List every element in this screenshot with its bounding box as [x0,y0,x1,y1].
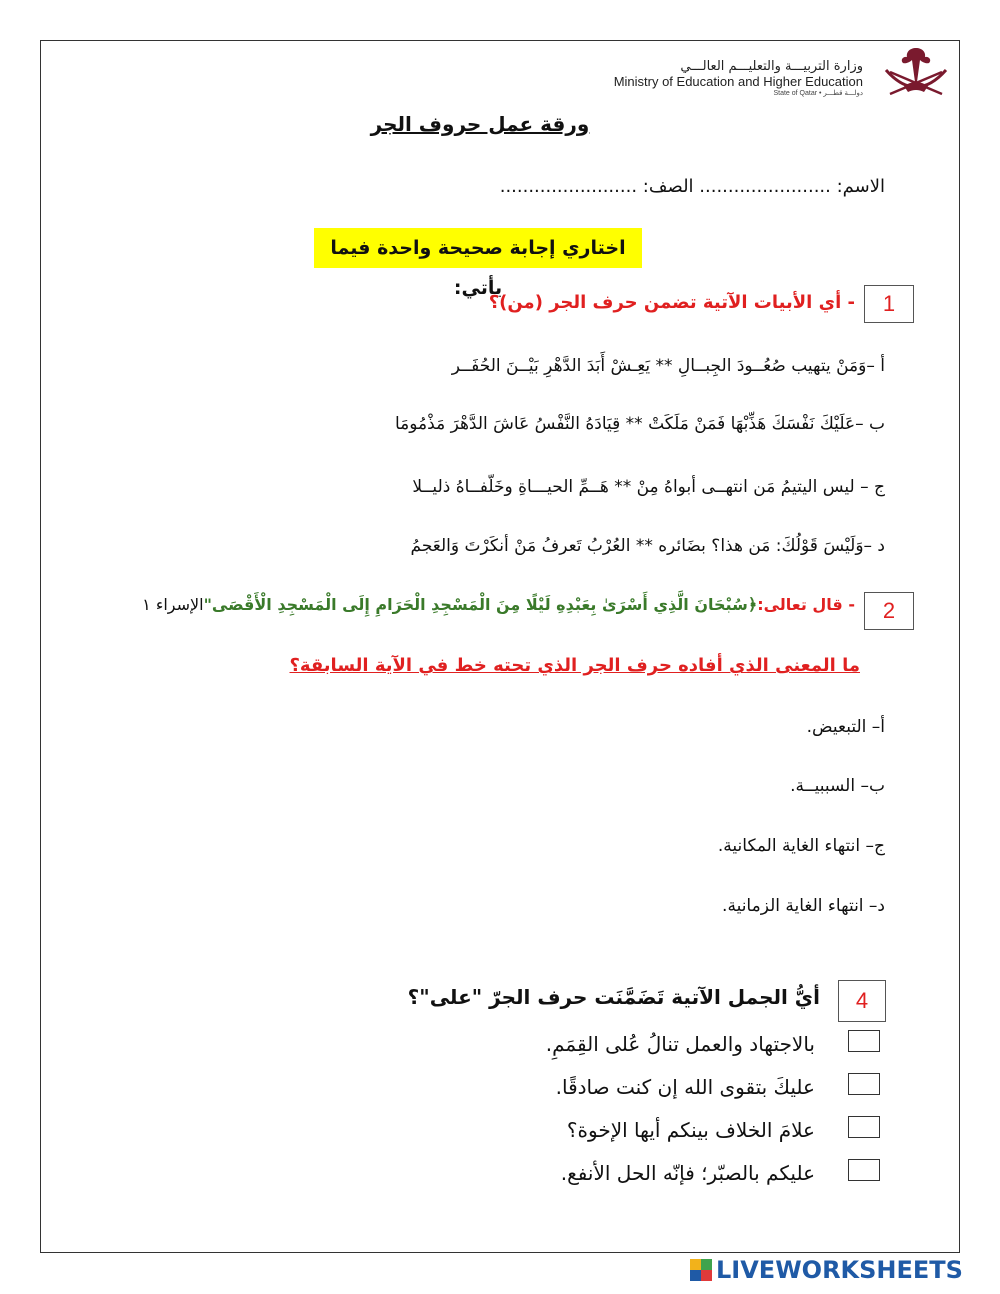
question-4-text: أيُّ الجمل الآتية تَضَمَّنَت حرف الجرّ "على"؟ [407,985,820,1009]
ministry-header [614,60,863,98]
ministry-name-arabic: وزارة التربيـــة والتعليـــم العالـــي [680,59,863,74]
question-4-number-box [838,980,886,1022]
question-4-number: 4 [855,988,869,1013]
worksheet-title: ورقة عمل حروف الجر [370,112,590,136]
question-1-text: - أي الأبيات الآتية تضمن حرف الجر (من)؟ [488,292,855,313]
question-4-option-2: عليكَ بتقوى الله إن كنت صادقًا. [555,1075,815,1099]
instruction-banner: اختاري إجابة صحيحة واحدة فيما يأتي: [314,228,642,268]
question-2-verse: ﴿سُبْحَانَ الَّذِي أَسْرَىٰ بِعَبْدِهِ لَيْلًا مِنَ الْمَسْجِدِ الْحَرَامِ إِلَى الْمَسْجِدِ الْأَقْصَى" [203,595,758,614]
liveworksheets-logo[interactable] [690,1255,963,1285]
question-2-option-d[interactable]: د– انتهاء الغاية الزمانية. [722,896,885,916]
question-2-reference: الإسراء ١ [142,595,204,614]
question-1-option-b[interactable]: ب –عَلَيْكَ نَفْسَكَ هَذِّبْهَا فَمَنْ مَلَكَتْ ** قِيَادَهُ النَّفْسُ عَاشَ الدَّهْرَ مَذْمُومَا [394,414,885,434]
question-2-question: ما المعنى الذي أفاده حرف الجر الذي تحته خط في الآية السابقة؟ [289,655,860,676]
state-label: State of Qatar • دولـــة قطـــر [773,89,863,97]
liveworksheets-grid-icon [690,1259,712,1281]
question-4-checkbox-4[interactable] [848,1159,880,1181]
question-1-number: 1 [882,291,896,316]
question-2-option-c[interactable]: ج– انتهاء الغاية المكانية. [717,836,885,856]
question-1-number-box [864,285,914,323]
qatar-emblem-icon [876,42,956,102]
worksheet-frame [40,40,960,1253]
question-2-number: 2 [882,598,896,623]
question-4-option-1: بالاجتهاد والعمل تنالُ عُلى القِمَمِ. [545,1032,815,1056]
question-1-option-d[interactable]: د –وَلَيْسَ قَوْلُكَ: مَن هذا؟ بضَائره ** العُرْبُ تَعرفُ مَنْ أنكَرْتَ وَالعَجمُ [410,536,885,556]
question-4-option-4: عليكم بالصبّر؛ فإنّه الحل الأنفع. [560,1161,815,1185]
question-1-option-c[interactable]: ج – ليس اليتيمُ مَن انتهــى أبواهُ مِنْ ** هَــمِّ الحيـــاةِ وخَلّفــاهُ ذليــلا [412,477,885,497]
question-4-checkbox-2[interactable] [848,1073,880,1095]
question-2-prefix: - قال تعالى: [757,595,855,614]
question-2-number-box [864,592,914,630]
question-2-option-b[interactable]: ب– السببيــة. [790,776,885,796]
question-4-checkbox-3[interactable] [848,1116,880,1138]
question-2-verse-line [142,595,855,614]
question-4-option-3: علامَ الخلاف بينكم أيها الإخوة؟ [566,1118,815,1142]
ministry-name-english: Ministry of Education and Higher Education [613,73,863,89]
student-info-line[interactable]: الاسم: ....................... الصف: ........................ [499,176,885,197]
question-2-option-a[interactable]: أ– التبعيض. [806,717,885,737]
question-1-option-a[interactable]: أ –وَمَنْ يتهيب صُعُــودَ الجِبــالِ ** يَعِـشْ أَبَدَ الدَّهْرِ بَيْــنَ الحُفَــر [451,356,885,376]
question-4-checkbox-1[interactable] [848,1030,880,1052]
liveworksheets-brand: LIVEWORKSHEETS [716,1256,963,1284]
